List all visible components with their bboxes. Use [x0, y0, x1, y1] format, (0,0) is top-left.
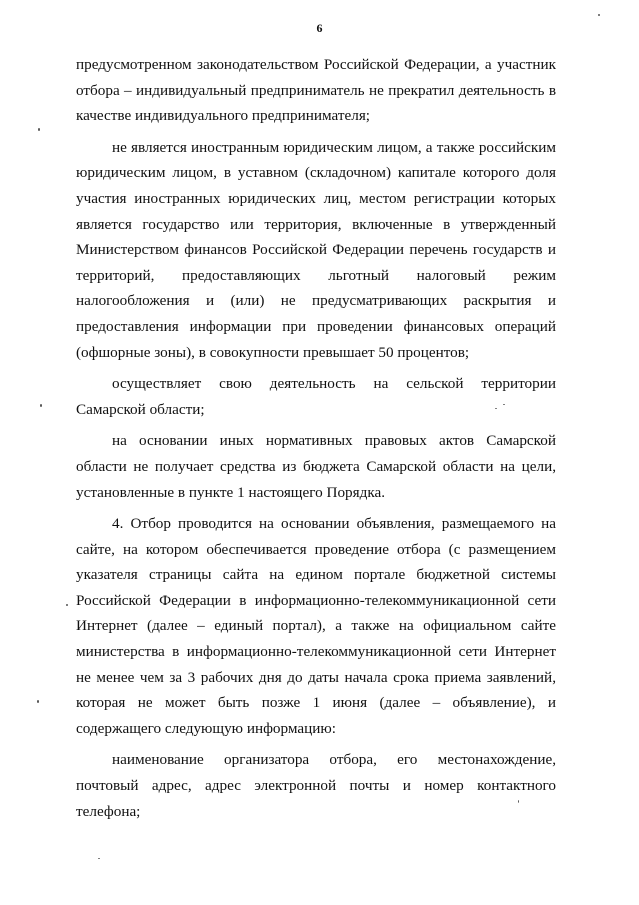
paragraph-4: на основании иных нормативных правовых актов Самарской области не получает средства из бюджета Самарской области на цели, установленные в пункте 1 настоящего Порядка.	[76, 432, 556, 501]
paragraph-6: наименование организатора отбора, его местонахождение, почтовый адрес, адрес электронной почты и номер контактного телефона;	[76, 751, 556, 820]
paragraph-5: 4. Отбор проводится на основании объявления, размещаемого на сайте, на котором обеспечивается проведение отбора (с размещением указателя страницы сайта на едином портале бюджетной системы Российской Федерации в информационно-телекоммуникационной сети Интернет (далее – единый портал), а также на официальном сайте министерства в информационно-телекоммуникационной сети Интернет не менее чем за 3 рабочих дня до даты начала срока приема заявлений, которая не может быть позже 1 июня (далее – объявление), и содержащего следующую информацию:	[76, 515, 556, 737]
page-number: 6	[316, 21, 323, 35]
paragraph-1: предусмотренном законодательством Российской Федерации, а участник отбора – индивидуальный предприниматель не прекратил деятельность в качестве индивидуального предпринимателя;	[76, 56, 556, 125]
paragraph-2: не является иностранным юридическим лицом, а также российским юридическим лицом, в уставном (складочном) капитале которого доля участия иностранных юридических лиц, местом регистрации которых является государство или территория, включенные в утвержденный Министерством финансов Российской Федерации перечень государств и территорий, предоставляющих льготный налоговый режим налогообложения и (или) не предусматривающих раскрытия и предоставления информации при проведении финансовых операций (офшорные зоны), в совокупности превышает 50 процентов;	[76, 138, 556, 361]
document-body	[76, 52, 556, 824]
paragraph-3: осуществляет свою деятельность на сельской территории Самарской области;	[76, 375, 556, 418]
